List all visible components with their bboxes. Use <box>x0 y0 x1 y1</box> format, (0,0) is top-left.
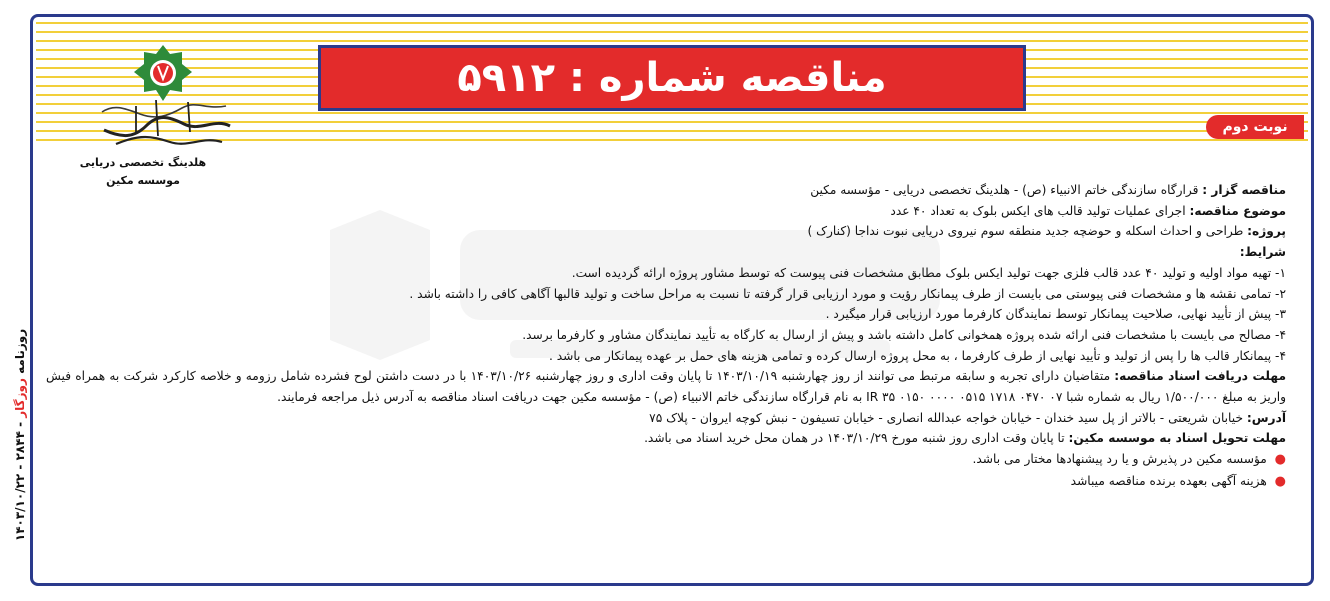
notice-body <box>46 180 1286 493</box>
deadline-docs-value: متقاضیان دارای تجربه و سابقه مرتبط می توانند از روز چهارشنبه ۱۴۰۳/۱۰/۱۹ تا پایان وقت اداری و روز چهارشنبه ۱۴۰۳/۱۰/۲۶ با در دست داشتن لوح فشرده شامل رزومه و خلاصه کارکرد شرکت به همراه فیش واریز به مبلغ ۱/۵۰۰/۰۰۰ ریال به شماره شبا IR ۳۵ ۰۱۵۰ ۰۰۰۰ ۰۵۱۵ ۱۷۱۸ ۰۴۷۰ ۰۷ به نام قرارگاه سازندگی خاتم الانبیاء (ص) - مؤسسه مکین جهت دریافت اسناد مناقصه به آدرس ذیل مراجعه فرمایند. <box>46 369 1286 405</box>
bullet-icon: ● <box>1274 473 1286 489</box>
conditions-row <box>46 242 1286 263</box>
condition-item: ۲- تمامی نقشه ها و مشخصات فنی پیوستی می بایست از طرف پیمانکار رؤیت و مورد ارزیابی قرار گرفته تا نسبت به مراحل ساخت و تولید قالبها آگاهی کافی را داشته باشد . <box>409 286 1286 301</box>
delivery-value: تا پایان وقت اداری روز شنبه مورخ ۱۴۰۳/۱۰/۲۹ در همان محل خرید اسناد می باشد. <box>644 431 1065 446</box>
round-badge <box>1206 115 1304 139</box>
address-label: آدرس: <box>1246 410 1286 425</box>
conditions-label: شرایط: <box>1239 245 1286 260</box>
round-badge-text: نوبت دوم <box>1222 119 1288 135</box>
note-item <box>46 449 1286 471</box>
newspaper-issue: - ۲۸۴۴ - ۱۴۰۳/۱۰/۲۲ <box>13 421 27 542</box>
tender-title <box>318 45 1026 111</box>
organization-name-line2: موسسه مکین <box>106 174 180 187</box>
address-value: خیابان شریعتی - بالاتر از پل سید خندان - خیابان خواجه عبدالله انصاری - خیابان تسیفون - نبش کوچه ایروان - پلاک ۷۵ <box>649 410 1243 425</box>
deadline-docs-row <box>46 366 1286 407</box>
note-text: مؤسسه مکین در پذیرش و یا رد پیشنهادها مختار می باشد. <box>972 452 1267 467</box>
condition-item: ۴- مصالح می بایست با مشخصات فنی ارائه شده پروژه همخوانی کامل داشته باشد و پیش از ارسال به کارگاه به تأیید نمایندگان مشاور و کارفرما برسد. <box>522 327 1286 342</box>
newspaper-prefix: روزنامه <box>13 328 27 374</box>
subject-row <box>46 201 1286 222</box>
emblem-icon <box>132 44 194 102</box>
project-row <box>46 221 1286 242</box>
tenderer-label: مناقصه گزار : <box>1202 183 1286 197</box>
address-row <box>46 408 1286 429</box>
project-label: پروژه: <box>1247 224 1286 239</box>
subject-label: موضوع مناقصه: <box>1189 203 1286 218</box>
newspaper-brand: روزگار <box>13 378 27 418</box>
condition-item: ۳- پیش از تأیید نهایی، صلاحیت پیمانکار توسط نمایندگان کارفرما مورد ارزیابی قرار میگیرد . <box>825 307 1286 322</box>
condition-item: ۱- تهیه مواد اولیه و تولید ۴۰ عدد قالب فلزی جهت تولید ایکس بلوک مطابق مشخصات فنی پیوست که توسط مشاور پروژه ارائه گردیده است. <box>571 265 1286 280</box>
organization-name-line1: هلدینگ تخصصی دریایی <box>79 156 207 169</box>
project-value: طراحی و احداث اسکله و حوضچه جدید منطقه سوم نیروی دریایی نبوت نداجا (کنارک ) <box>807 224 1244 239</box>
tenderer-row <box>46 180 1286 201</box>
calligraphy-logo-icon <box>96 96 236 152</box>
condition-item: ۴- پیمانکار قالب ها را پس از تولید و تأیید نهایی از طرف کارفرما ، به محل پروژه ارسال کرده و تمامی هزینه های حمل بر عهده پیمانکار می باشد . <box>548 348 1286 363</box>
note-text: هزینه آگهی بعهده برنده مناقصه میباشد <box>1070 473 1267 488</box>
delivery-label: مهلت تحویل اسناد به موسسه مکین: <box>1068 431 1286 446</box>
deadline-docs-label: مهلت دریافت اسناد مناقصه: <box>1114 369 1286 384</box>
tender-title-text: مناقصه شماره : ۵۹۱۲ <box>457 55 887 101</box>
subject-value: اجرای عملیات تولید قالب های ایکس بلوک به تعداد ۴۰ عدد <box>890 203 1186 218</box>
tenderer-value: قرارگاه سازندگی خاتم الانبیاء (ص) - هلدینگ تخصصی دریایی - مؤسسه مکین <box>810 183 1199 197</box>
note-item <box>46 471 1286 493</box>
bullet-icon: ● <box>1274 452 1286 468</box>
delivery-row <box>46 428 1286 449</box>
newspaper-side-label <box>12 300 36 570</box>
